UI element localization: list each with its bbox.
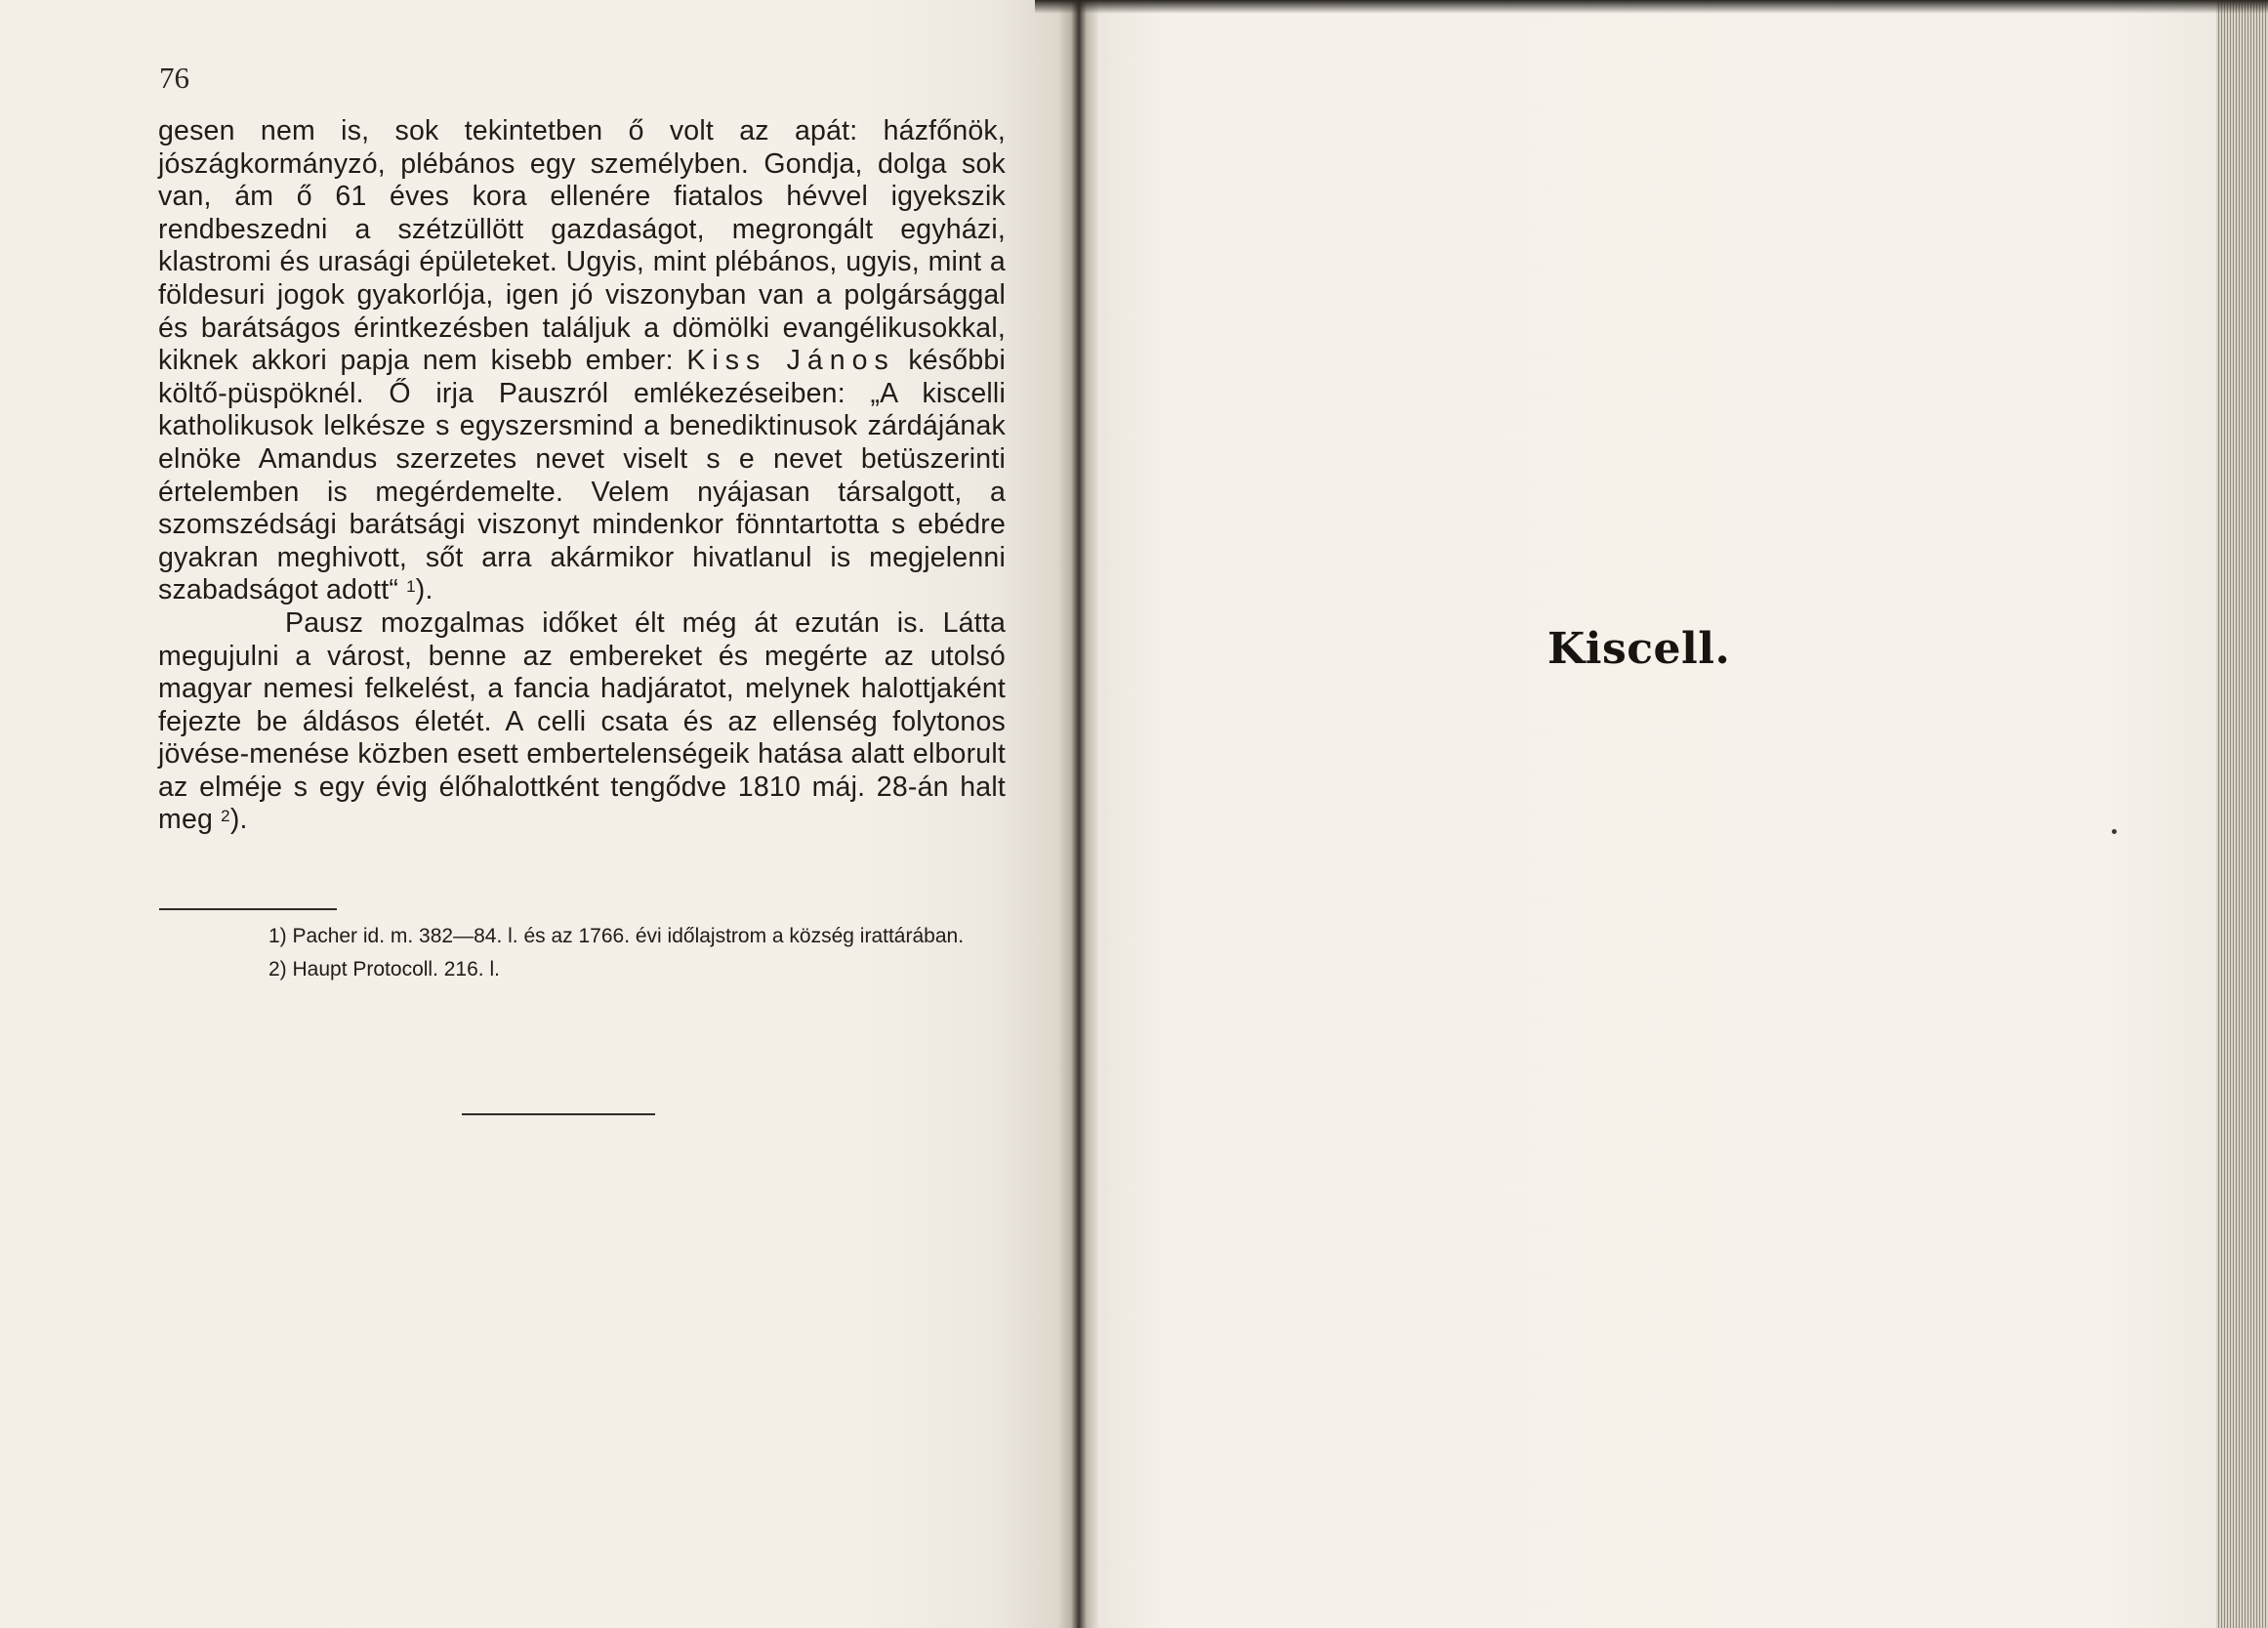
- page-edges: [2216, 0, 2268, 1628]
- paragraph-2-text: Pausz mozgalmas időket élt még át ezután is. Látta megujulni a várost, benne az embereket és megérte az utolsó magyar nemesi felkelést, a fancia hadjáratot, melynek halottjaként fejezte be áldásos életét. A celli csata és az ellenség folytonos jövése-menése közben esett embertelenségeik hatása alatt elborult az elméje s egy évig élőhalottként tengődve 1810 máj. 28-án halt meg: [158, 606, 1006, 836]
- body-text: [158, 115, 1006, 837]
- paragraph-1: [158, 115, 1006, 607]
- top-shadow: [1035, 0, 2268, 14]
- paragraph-1-text-a: gesen nem is, sok tekintetben ő volt az apát: házfőnök, jószágkormányzó, plébános egy személyben. Gondja, dolga sok van, ám ő 61 éves kora ellenére fiatalos hévvel igyekszik rendbeszedni a szétzüllött gazdaságot, megrongált egyházi, klastromi és urasági épületeket. Ugyis, mint plébános, ugyis, mint a földesuri jogok gyakorlója, igen jó viszonyban van a polgársággal és barátságos érintkezésben találjuk a dömölki evangélikusokkal, kiknek akkori papja nem kisebb ember:: [158, 115, 1006, 377]
- paragraph-1-text-c: ).: [415, 574, 433, 606]
- right-page: [1098, 0, 2216, 1628]
- chapter-title: Kiscell.: [1547, 624, 1731, 674]
- page-number: 76: [159, 61, 189, 95]
- section-end-rule: [462, 1113, 655, 1115]
- footnote-1: 1) Pacher id. m. 382—84. l. és az 1766. évi időlajstrom a község irattárában.: [268, 925, 965, 947]
- footnote-2: 2) Haupt Protocoll. 216. l.: [268, 958, 500, 981]
- paragraph-1-text-b: későbbi költő-püspöknél. Ő irja Pauszról emlékezéseiben: „A kiscelli katholikusok lelkésze s egyszersmind a benediktinusok zárdájának elnöke Amandus szerzetes nevet viselt s e nevet betüszerinti értelemben is megérdemelte. Velem nyájasan társalgott, a szomszédsági barátsági viszonyt mindenkor fönntartotta s ebédre gyakran meghivott, sőt arra akármikor hivatlanul is megjelenni szabadságot adott“: [158, 345, 1006, 606]
- paragraph-2-tail: ).: [229, 804, 248, 836]
- book-gutter: [1059, 0, 1098, 1628]
- footnotes: [159, 920, 1006, 986]
- paragraph-2: [158, 607, 1006, 837]
- footnote-separator: [159, 908, 337, 910]
- left-page: [0, 0, 1059, 1628]
- paper-speck: [2112, 829, 2117, 834]
- footnote-ref-2: 2: [221, 807, 230, 826]
- author-name-spaced: Kiss János: [686, 345, 895, 377]
- footnote-ref-1: 1: [406, 577, 416, 597]
